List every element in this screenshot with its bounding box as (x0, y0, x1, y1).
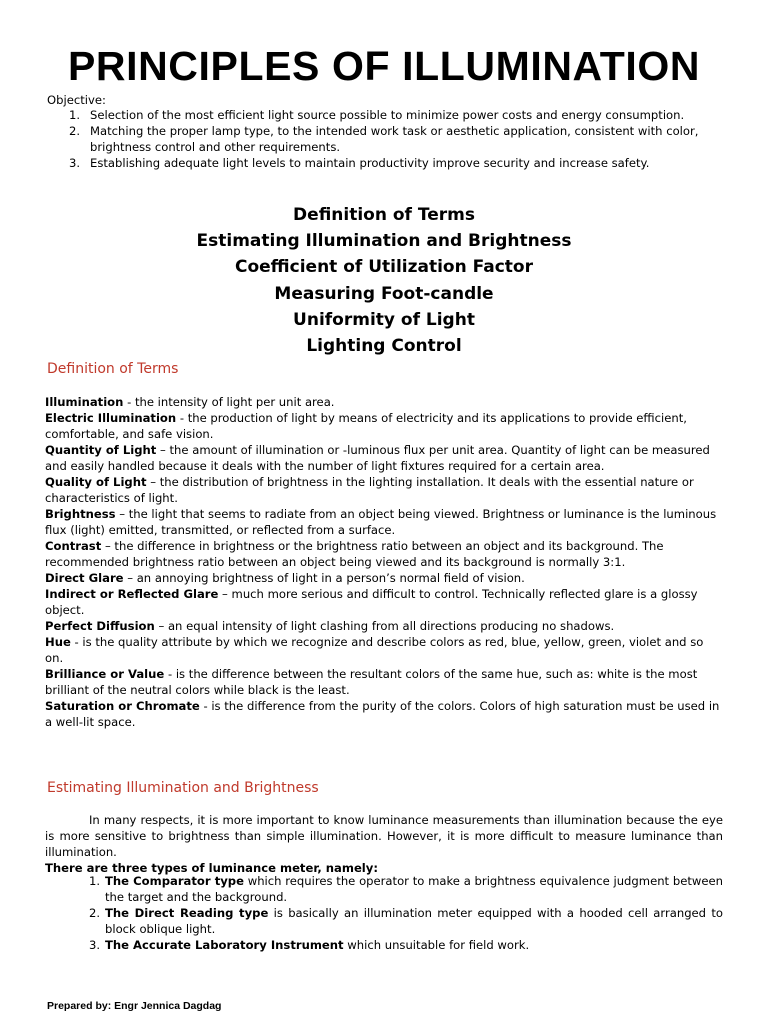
item-text: Establishing adequate light levels to maintain productivity improve security and increase safety. (90, 156, 650, 170)
list-item (45, 873, 723, 905)
definition-term: Illumination (45, 395, 124, 409)
estimating-paragraph (45, 812, 723, 860)
item-number: 2. (69, 124, 81, 138)
paragraph-text: In many respects, it is more important to know luminance measurements than illumination because the eye is more sensitive to brightness than simple illumination. However, it is more difficult to measure luminance than illumination. (45, 813, 723, 859)
definition-term: Brilliance or Value (45, 667, 165, 681)
toc-item: Lighting Control (306, 336, 462, 357)
list-item (45, 905, 723, 937)
definition-text: – much more serious and difficult to control. Technically reflected glare is a glossy object. (45, 587, 698, 617)
definition-term: Indirect or Reflected Glare (45, 587, 219, 601)
definition-text: - is the difference between the resultant colors of the same hue, such as: white is the most brilliant of the neutral colors while black is the least. (45, 667, 698, 697)
meter-name: The Comparator type (105, 874, 244, 888)
definition-item (45, 506, 725, 538)
definition-item (45, 666, 725, 698)
item-number: 3. (69, 156, 81, 170)
definition-term: Contrast (45, 539, 102, 553)
definition-item (45, 634, 725, 666)
definition-term: Quality of Light (45, 475, 147, 489)
definitions-list (45, 394, 725, 730)
list-item (47, 155, 737, 171)
estimating-heading: Estimating Illumination and Brightness (47, 780, 319, 796)
definition-item (45, 538, 725, 570)
types-intro: There are three types of luminance meter, namely: (45, 861, 378, 875)
definition-item (45, 442, 725, 474)
list-item (47, 123, 737, 155)
definition-text: - is the quality attribute by which we recognize and describe colors as red, blue, yellow, green, violet and so on. (45, 635, 704, 665)
table-of-contents (0, 202, 768, 359)
objective-label: Objective: (47, 93, 106, 107)
definition-text: – an equal intensity of light clashing from all directions producing no shadows. (154, 619, 615, 633)
definition-item (45, 410, 725, 442)
definition-text: - the production of light by means of electricity and its applications to provide efficient, comfortable, and safe vision. (45, 411, 687, 441)
definition-item (45, 474, 725, 506)
definition-item (45, 586, 725, 618)
definition-item (45, 570, 725, 586)
item-number: 3. (89, 938, 101, 952)
definition-text: - is the difference from the purity of the colors. Colors of high saturation must be used in a well-lit space. (45, 699, 720, 729)
definition-item (45, 394, 725, 410)
definitions-heading: Definition of Terms (47, 361, 179, 377)
meter-text: which requires the operator to make a brightness equivalence judgment between the target and the background. (105, 874, 723, 904)
item-number: 1. (89, 874, 101, 888)
item-number: 1. (69, 108, 81, 122)
definition-term: Saturation or Chromate (45, 699, 200, 713)
toc-item: Uniformity of Light (293, 309, 475, 330)
definition-text: – the distribution of brightness in the lighting installation. It deals with the essential nature or characteristics of light. (45, 475, 694, 505)
meter-text: which unsuitable for field work. (343, 938, 530, 952)
item-text: Matching the proper lamp type, to the intended work task or aesthetic application, consistent with color, brightness control and other requirements. (90, 124, 699, 154)
definition-term: Direct Glare (45, 571, 124, 585)
definition-term: Quantity of Light (45, 443, 157, 457)
definition-text: – the light that seems to radiate from an object being viewed. Brightness or luminance is the luminous flux (light) emitted, transmitted, or reflected from a surface. (45, 507, 717, 537)
toc-item: Definition of Terms (293, 205, 475, 225)
toc-item: Estimating Illumination and Brightness (196, 231, 572, 252)
definition-item (45, 698, 725, 730)
meter-types-list (45, 873, 723, 953)
meter-text: is basically an illumination meter equipped with a hooded cell arranged to block oblique light. (105, 906, 723, 936)
list-item (47, 107, 737, 123)
definition-text: – an annoying brightness of light in a person’s normal field of vision. (123, 571, 525, 585)
page-title: PRINCIPLES OF ILLUMINATION (67, 43, 701, 89)
meter-name: The Accurate Laboratory Instrument (105, 938, 344, 952)
footer-author: Prepared by: Engr Jennica Dagdag (47, 1000, 222, 1012)
definition-text: – the difference in brightness or the brightness ratio between an object and its background. The recommended brightness ratio between an object being viewed and its background is normally 3:1. (45, 539, 664, 569)
definition-item (45, 618, 725, 634)
item-number: 2. (89, 906, 101, 920)
item-text: Selection of the most efficient light source possible to minimize power costs and energy consumption. (90, 108, 685, 122)
definition-term: Electric Illumination (45, 411, 177, 425)
definition-term: Hue (45, 635, 71, 649)
list-item (45, 937, 723, 953)
definition-term: Brightness (45, 507, 116, 521)
toc-item: Measuring Foot-candle (274, 283, 494, 304)
definition-text: - the intensity of light per unit area. (123, 395, 335, 409)
objectives-list (47, 107, 737, 171)
meter-name: The Direct Reading type (105, 906, 269, 920)
estimating-body (45, 812, 723, 876)
definition-text: – the amount of illumination or -luminous flux per unit area. Quantity of light can be measured and easily handled because it deals with the number of light fixtures required for a certain area. (45, 443, 710, 473)
toc-item: Coefficient of Utilization Factor (234, 257, 533, 278)
definition-term: Perfect Diffusion (45, 619, 155, 633)
